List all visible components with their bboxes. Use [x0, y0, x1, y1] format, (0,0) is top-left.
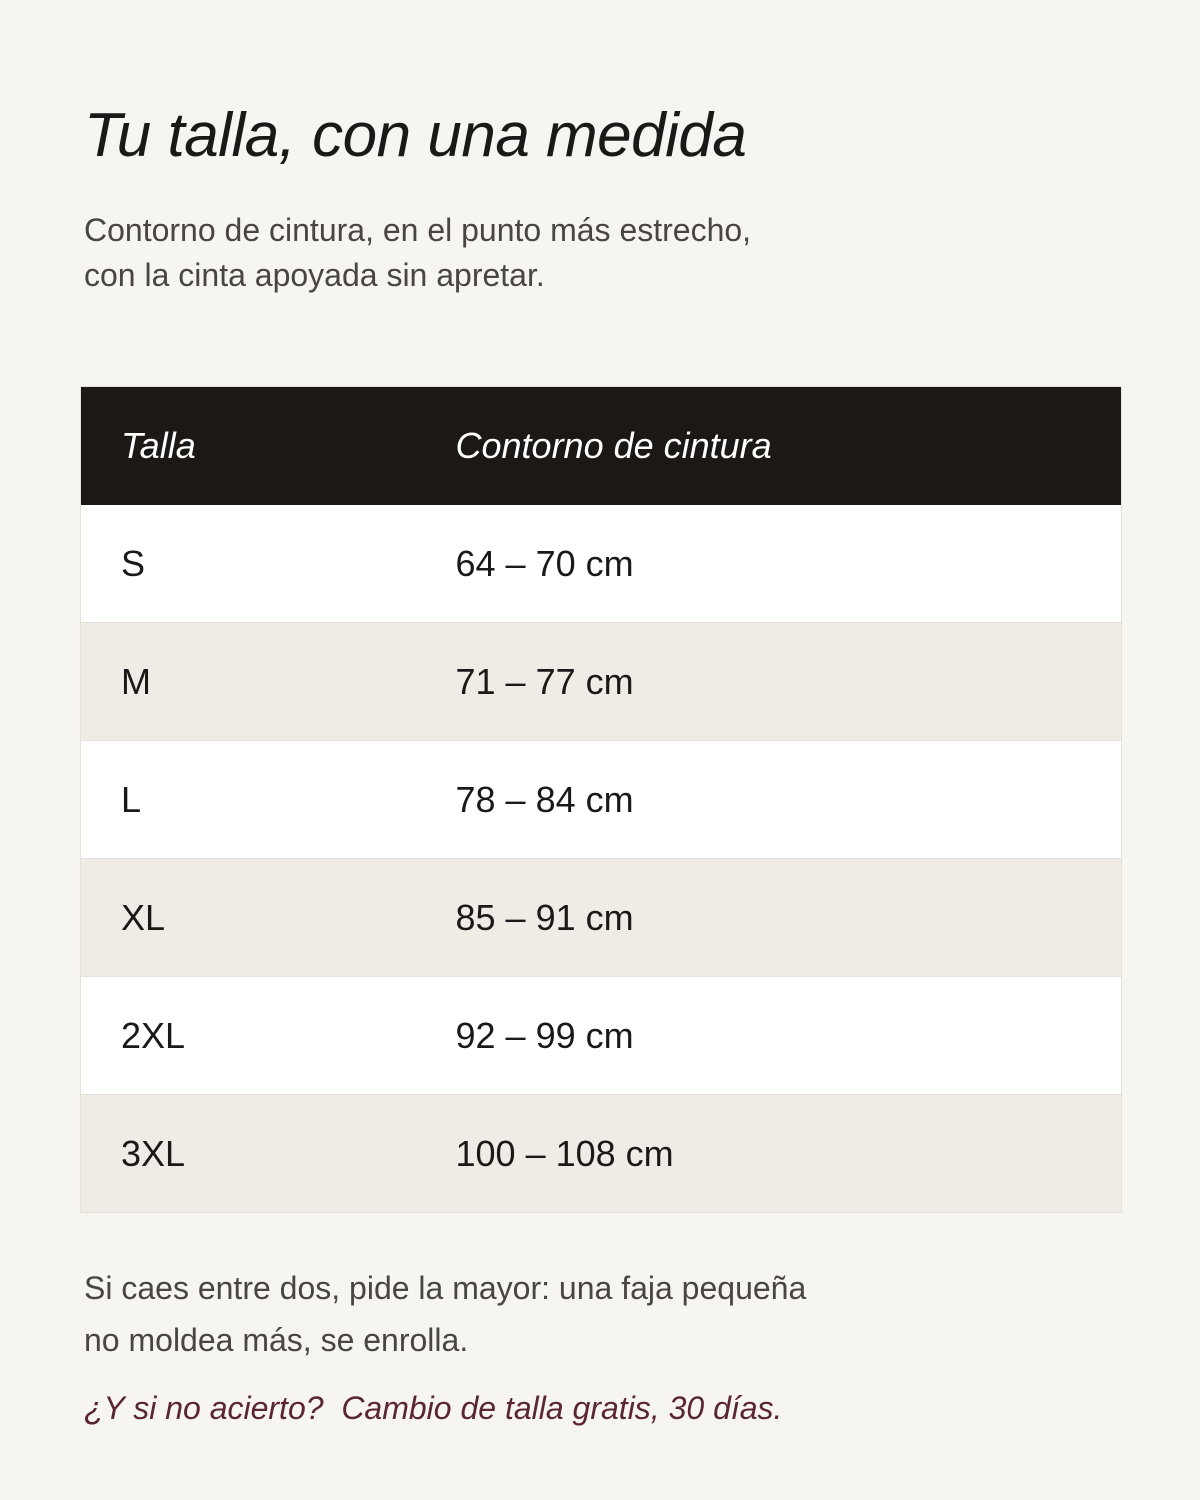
size-cell: XL [81, 859, 416, 977]
size-cell: 3XL [81, 1095, 416, 1213]
table-row [81, 1095, 1122, 1213]
table-row [81, 977, 1122, 1095]
instructions-line-2: con la cinta apoyada sin apretar. [84, 257, 545, 293]
advice-line-2: no moldea más, se enrolla. [84, 1322, 469, 1358]
waist-cell: 71 – 77 cm [416, 623, 1122, 741]
waist-cell: 64 – 70 cm [416, 505, 1122, 623]
size-table [80, 386, 1122, 1213]
table-row [81, 859, 1122, 977]
column-header-waist: Contorno de cintura [416, 387, 1122, 506]
exchange-policy-note: ¿Y si no acierto? Cambio de talla gratis, 30 días. [84, 1390, 783, 1426]
table-header-row [81, 387, 1122, 506]
advice-line-1: Si caes entre dos, pide la mayor: una faja pequeña [84, 1270, 807, 1306]
size-cell: S [81, 505, 416, 623]
size-cell: L [81, 741, 416, 859]
sizing-advice [84, 1262, 984, 1366]
size-cell: 2XL [81, 977, 416, 1095]
waist-cell: 92 – 99 cm [416, 977, 1122, 1095]
size-cell: M [81, 623, 416, 741]
table-row [81, 623, 1122, 741]
table-row [81, 505, 1122, 623]
column-header-size: Talla [81, 387, 416, 506]
waist-cell: 85 – 91 cm [416, 859, 1122, 977]
table-row [81, 741, 1122, 859]
waist-cell: 78 – 84 cm [416, 741, 1122, 859]
page-title: Tu talla, con una medida [84, 101, 747, 170]
instructions-line-1: Contorno de cintura, en el punto más estrecho, [84, 212, 752, 248]
measurement-instructions [84, 208, 984, 298]
waist-cell: 100 – 108 cm [416, 1095, 1122, 1213]
